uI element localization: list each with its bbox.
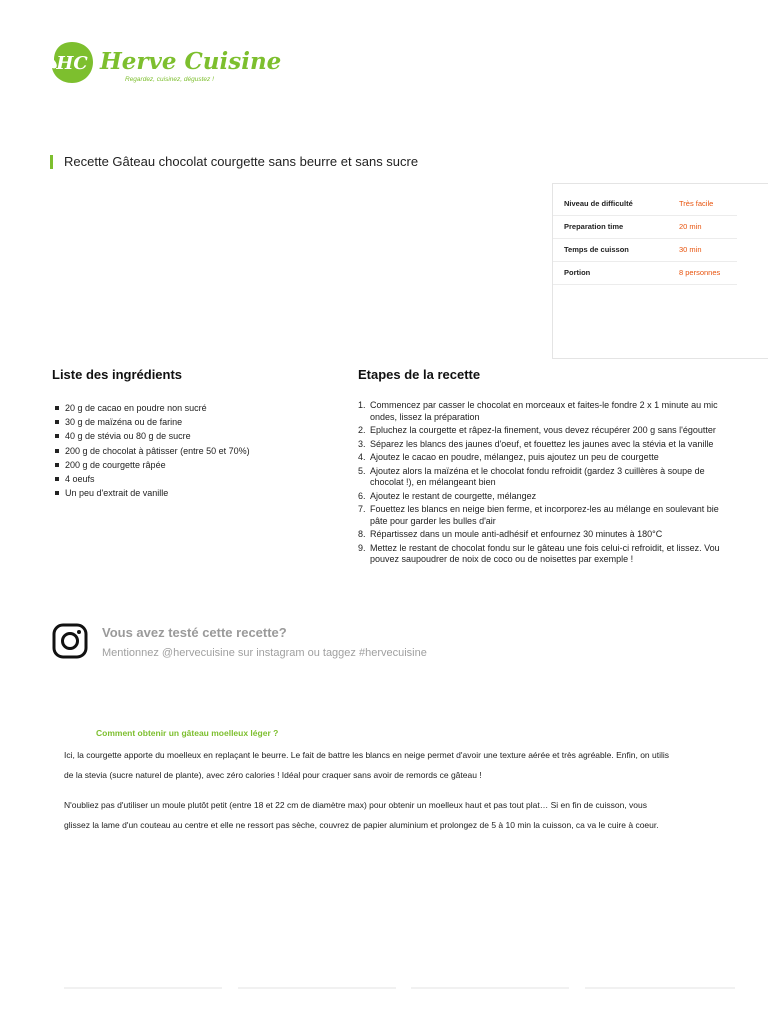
svg-text:HC: HC xyxy=(56,53,88,74)
info-value: Très facile xyxy=(679,199,714,208)
card-placeholder xyxy=(238,987,396,989)
info-row-preparation xyxy=(553,215,737,239)
card-placeholder xyxy=(411,987,569,989)
brand-name: Herve Cuisine xyxy=(100,48,282,75)
ingredient-item: Un peu d'extrait de vanille xyxy=(55,486,250,500)
instagram-title: Vous avez testé cette recette? xyxy=(102,625,287,640)
recipe-info-box xyxy=(552,183,768,359)
article-paragraph xyxy=(64,745,768,785)
paragraph-line: glissez la lame d'un couteau au centre et elle ne ressort pas sèche, couvrez de papier aluminium et prolongez de 5 à 10 min la cuisson, ca va le cuire à coeur. xyxy=(64,820,659,830)
steps-list xyxy=(358,400,768,568)
site-logo[interactable] xyxy=(50,38,282,88)
page-title: Recette Gâteau chocolat courgette sans beurre et sans sucre xyxy=(64,154,419,169)
paragraph-line: de la stevia (sucre naturel de plante), avec zéro calories ! Idéal pour craquer sans avoir de remords ce gâteau ! xyxy=(64,770,482,780)
card-placeholder xyxy=(64,987,222,989)
title-accent-bar xyxy=(50,155,53,169)
ingredient-item: 20 g de cacao en poudre non sucré xyxy=(55,401,250,415)
info-label: Niveau de difficulté xyxy=(564,199,633,208)
article-heading: Comment obtenir un gâteau moelleux léger ? xyxy=(96,728,279,738)
card-placeholder xyxy=(585,987,735,989)
info-row-cooking xyxy=(553,238,737,262)
ingredient-item: 200 g de courgette râpée xyxy=(55,458,250,472)
instagram-subtitle: Mentionnez @hervecuisine sur instagram ou taggez #hervecuisine xyxy=(102,647,427,659)
ingredient-item: 30 g de maïzéna ou de farine xyxy=(55,415,250,429)
ingredient-item: 40 g de stévia ou 80 g de sucre xyxy=(55,429,250,443)
article-paragraph xyxy=(64,795,768,835)
info-label: Preparation time xyxy=(564,222,624,231)
info-label: Portion xyxy=(564,268,591,277)
info-row-portion xyxy=(553,261,737,285)
step-item: 1. Commencez par casser le chocolat en morceaux et faites-le fondre 2 x 1 minute au mic ondes, lissez la préparation xyxy=(358,400,718,422)
step-item: 4. Ajoutez le cacao en poudre, mélangez, puis ajoutez un peu de courgette xyxy=(358,452,659,463)
bullet-icon xyxy=(55,491,59,495)
info-value: 8 personnes xyxy=(679,268,721,277)
bullet-icon xyxy=(55,449,59,453)
ingredient-item: 200 g de chocolat à pâtisser (entre 50 et 70%) xyxy=(55,444,250,458)
step-item: 5. Ajoutez alors la maïzéna et le chocolat fondu refroidit (gardez 3 cuillères à soupe de chocolat !), en mélangeant bien xyxy=(358,465,705,488)
step-item: 9. Mettez le restant de chocolat fondu sur le gâteau une fois celui-ci refroidit, et lissez. Vou pouvez saupoudrer de noix de coco ou de noisettes par exemple ! xyxy=(358,542,720,565)
hc-logo-icon xyxy=(50,40,95,85)
bullet-icon xyxy=(55,406,59,410)
ingredients-heading: Liste des ingrédients xyxy=(52,367,183,382)
step-item: 7. Fouettez les blancs en neige bien ferme, et incorporez-les au mélange en soulevant bie pâte pour garder les bulles d'air xyxy=(358,504,719,526)
ingredients-list xyxy=(55,401,250,500)
info-value: 30 min xyxy=(679,245,702,254)
bullet-icon xyxy=(55,434,59,438)
step-item: 2. Epluchez la courgette et râpez-la finement, vous devez récupérer 200 g sans l'égoutter xyxy=(358,425,716,436)
brand-tagline: Regardez, cuisinez, dégustez ! xyxy=(125,76,214,83)
ingredient-item: 4 oeufs xyxy=(55,472,250,486)
info-label: Temps de cuisson xyxy=(564,245,629,254)
info-value: 20 min xyxy=(679,222,702,231)
paragraph-line: Ici, la courgette apporte du moelleux en replaçant le beurre. Le fait de battre les blancs en neige permet d'avoir une texture aérée et très agréable. Enfin, on utilis xyxy=(64,750,670,760)
paragraph-line: N'oubliez pas d'utiliser un moule plutôt petit (entre 18 et 22 cm de diamètre max) pour obtenir un moelleux haut et pas tout plat… Si en fin de cuisson, vous xyxy=(64,800,647,810)
bullet-icon xyxy=(55,477,59,481)
info-row-difficulty xyxy=(553,192,737,216)
steps-heading: Etapes de la recette xyxy=(358,367,481,382)
step-item: 6. Ajoutez le restant de courgette, mélangez xyxy=(358,490,537,501)
step-item: 3. Séparez les blancs des jaunes d'oeuf, et fouettez les jaunes avec la stévia et la vanille xyxy=(358,438,714,449)
step-item: 8. Répartissez dans un moule anti-adhésif et enfournez 30 minutes à 180°C xyxy=(358,529,663,540)
instagram-icon[interactable] xyxy=(52,623,88,659)
bullet-icon xyxy=(55,420,59,424)
bullet-icon xyxy=(55,463,59,467)
